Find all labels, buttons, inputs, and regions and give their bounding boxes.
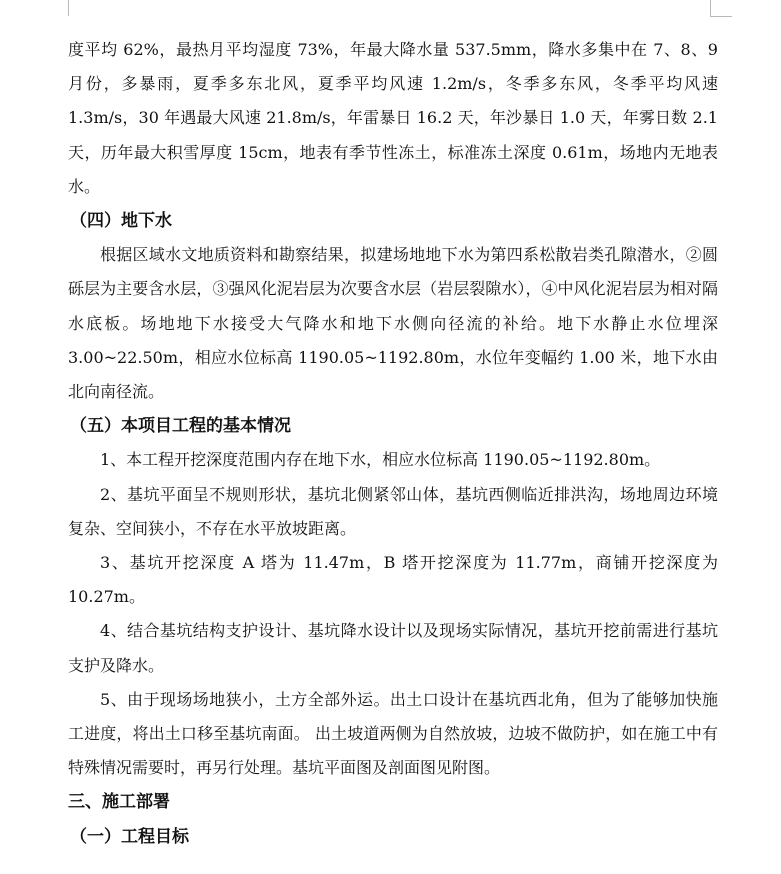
paragraph-groundwater: 根据区域水文地质资料和勘察结果，拟建场地地下水为第四系松散岩类孔隙潜水，②圆砾层为主要含水层，③强风化泥岩层为次要含水层（岩层裂隙水），④中风化泥岩层为相对隔水底板。场地地下水接受大气降水和地下水侧向径流的补给。地下水静止水位埋深 3.00~22.50m，相应水位标高 1190.05~1192.80m，水位年变幅约 1.00 米，地下水由北向南径流。 — [68, 245, 718, 402]
paragraph-climate-tail: 度平均 62%，最热月平均湿度 73%，年最大降水量 537.5mm，降水多集中在 7、8、9 月份，多暴雨，夏季多东北风，夏季平均风速 1.2m/s，冬季多东风，冬季平均风速 1.3m/s，30 年遇最大风速 21.8m/s，年雷暴日 16.2 天，年沙暴日 1.0 天，年雾日数 2.1 天，历年最大积雪厚度 15cm，地表有季节性冻土，标准冻土深度 0.61m，场地内无地表水。 — [68, 40, 718, 196]
heading-project-goals: （一）工程目标 — [70, 826, 189, 847]
list-item-3: 3、基坑开挖深度 A 塔为 11.47m，B 塔开挖深度为 11.77m，商铺开挖深度为 10.27m。 — [68, 553, 718, 607]
page-margin-mark-left — [67, 0, 69, 16]
page-margin-mark-right-horizontal — [710, 16, 732, 18]
heading-basic-situation: （五）本项目工程的基本情况 — [70, 416, 291, 437]
list-item-4: 4、结合基坑结构支护设计、基坑降水设计以及现场实际情况，基坑开挖前需进行基坑支护及降水。 — [68, 621, 718, 675]
list-item-2: 2、基坑平面呈不规则形状，基坑北侧紧邻山体，基坑西侧临近排洪沟，场地周边环境复杂、空间狭小，不存在水平放坡距离。 — [68, 484, 718, 538]
list-item-1: 1、本工程开挖深度范围内存在地下水，相应水位标高 1190.05~1192.80m。 — [100, 450, 661, 470]
heading-groundwater: （四）地下水 — [70, 211, 172, 232]
list-item-5: 5、由于现场场地狭小，土方全部外运。出土口设计在基坑西北角，但为了能够加快施工进度，将出土口移至基坑南面。 出土坡道两侧为自然放坡，边坡不做防护，如在施工中有特殊情况需要时，再另行处理。基坑平面图及剖面图见附图。 — [68, 689, 718, 778]
document-page — [68, 33, 718, 854]
page-margin-mark-right — [710, 0, 712, 16]
heading-construction-deployment: 三、施工部署 — [68, 792, 170, 813]
